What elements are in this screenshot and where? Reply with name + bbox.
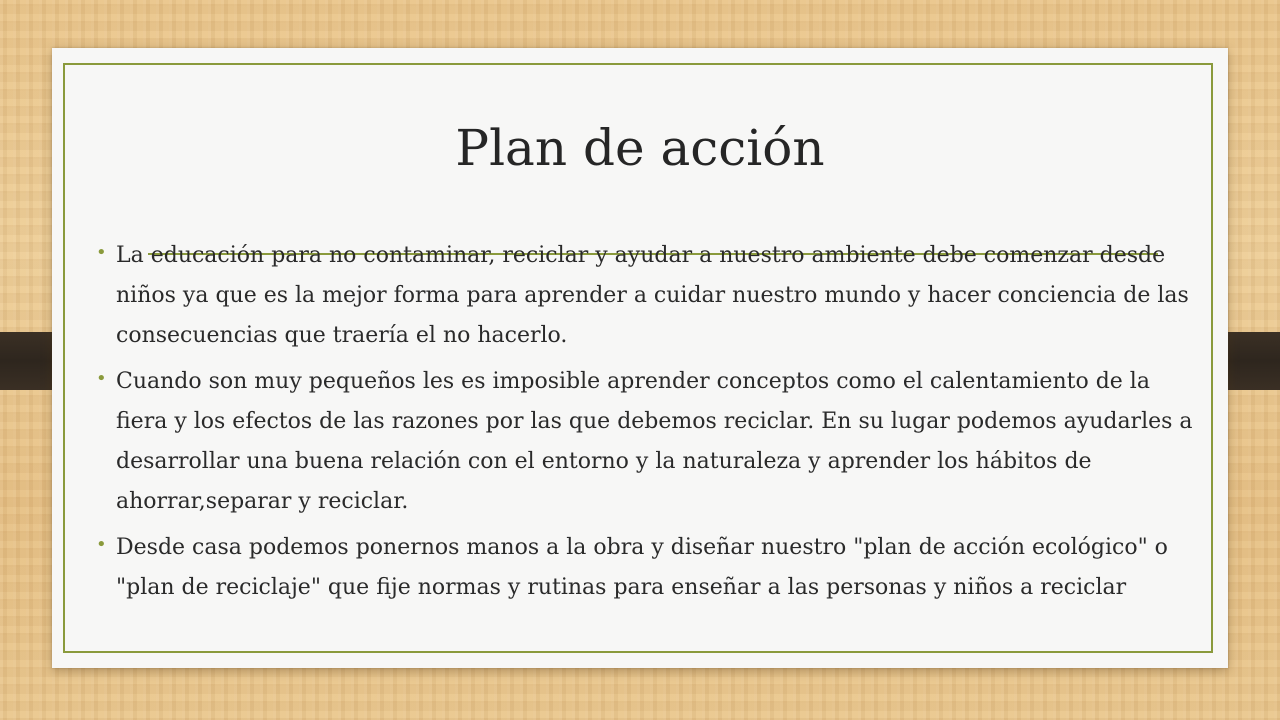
bullet-dot-icon: •	[96, 368, 107, 389]
bullet-list	[92, 236, 1202, 614]
bullet-text: La educación para no contaminar, reciclar y ayudar a nuestro ambiente debe comenzar desde niños ya que es la mejor forma para aprender a cuidar nuestro mundo y hacer conciencia de las consecuencias que traería el no hacerlo.	[116, 243, 1189, 348]
bullet-item	[92, 236, 1202, 356]
bullet-item	[92, 362, 1202, 522]
slide	[52, 48, 1228, 668]
bullet-dot-icon: •	[96, 242, 107, 263]
slide-title: Plan de acción	[455, 119, 825, 177]
bullet-text: Cuando son muy pequeños les es imposible aprender conceptos como el calentamiento de la fiera y los efectos de las razones por las que debemos reciclar. En su lugar podemos ayudarles a desarrollar una buena relación con el entorno y la naturaleza y aprender los hábitos de ahorrar,separar y reciclar.	[116, 369, 1193, 514]
bullet-dot-icon: •	[96, 534, 107, 555]
bullet-text: Desde casa podemos ponernos manos a la obra y diseñar nuestro "plan de acción ecológico" o "plan de reciclaje" que fije normas y rutinas para enseñar a las personas y niños a reciclar	[116, 535, 1168, 600]
bullet-item	[92, 528, 1202, 608]
